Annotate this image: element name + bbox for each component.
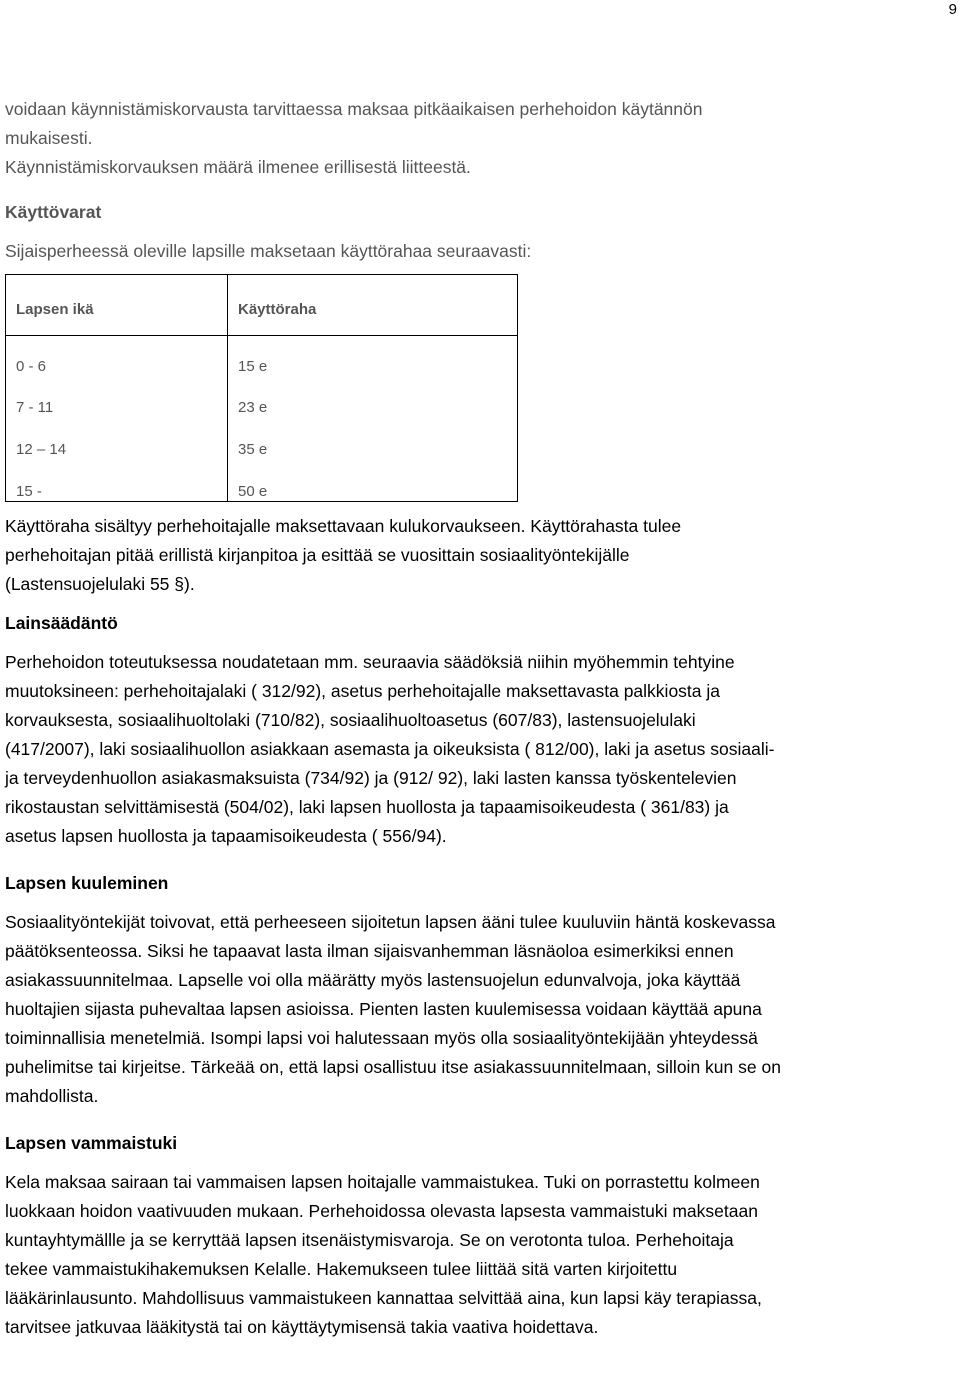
text-line: Käynnistämiskorvauksen määrä ilmenee erillisestä liitteestä. bbox=[5, 157, 471, 177]
section-kayttovarat bbox=[5, 198, 960, 502]
text-line: päätöksenteossa. Siksi he tapaavat lasta ilman sijaisvanhemman läsnäoloa esimerkiksi ennen bbox=[5, 941, 734, 961]
text-line: korvauksesta, sosiaalihuoltolaki (710/82), sosiaalihuoltoasetus (607/83), lastensuojelulaki bbox=[5, 710, 696, 730]
table-header-age: Lapsen ikä bbox=[16, 301, 94, 318]
section-lapsen-vammaistuki bbox=[5, 1129, 960, 1342]
section-lapsen-kuuleminen bbox=[5, 869, 960, 1111]
table-cell-age: 7 - 11 bbox=[16, 399, 54, 416]
section-heading: Lapsen kuuleminen bbox=[5, 873, 169, 893]
table-header-divider bbox=[6, 335, 517, 336]
table-cell-age: 15 - bbox=[16, 483, 42, 500]
text-line: (Lastensuojelulaki 55 §). bbox=[5, 574, 195, 594]
text-line: muutoksineen: perhehoitajalaki ( 312/92), asetus perhehoitajalle maksettavasta palkkiosta ja bbox=[5, 681, 721, 701]
text-line: luokkaan hoidon vaativuuden mukaan. Perhehoidossa olevasta lapsesta vammaistuki maksetaan bbox=[5, 1201, 758, 1221]
text-line: rikostaustan selvittämisestä (504/02), laki lapsen huollosta ja tapaamisoikeudesta ( 361/83) ja bbox=[5, 797, 729, 817]
page-number: 9 bbox=[948, 1, 957, 18]
section-heading: Lapsen vammaistuki bbox=[5, 1133, 178, 1153]
text-line: huoltajien sijasta puhevaltaa lapsen asioissa. Pienten lasten kuulemisessa voidaan käyttää apuna bbox=[5, 999, 762, 1019]
text-line: asetus lapsen huollosta ja tapaamisoikeudesta ( 556/94). bbox=[5, 826, 447, 846]
section-heading: Lainsäädäntö bbox=[5, 613, 118, 633]
section-lainsaadanto bbox=[5, 609, 960, 851]
text-line: tekee vammaistukihakemuksen Kelalle. Hakemukseen tulee liittää sitä varten kirjoitettu bbox=[5, 1259, 678, 1279]
text-line: toiminnallisia menetelmiä. Isompi lapsi voi halutessaan myös olla sosiaalityöntekijään yhteydessä bbox=[5, 1028, 758, 1048]
table-cell-age: 12 – 14 bbox=[16, 441, 67, 458]
document-body bbox=[5, 95, 960, 1342]
text-line: Käyttöraha sisältyy perhehoitajalle maksettavaan kulukorvaukseen. Käyttörahasta tulee bbox=[5, 516, 682, 536]
text-line: (417/2007), laki sosiaalihuollon asiakkaan asemasta ja oikeuksista ( 812/00), laki ja asetus sosiaali- bbox=[5, 739, 775, 759]
intro-paragraph bbox=[5, 95, 960, 182]
text-line: puhelimitse tai kirjeitse. Tärkeää on, että lapsi osallistuu itse asiakassuunnitelmaan, silloin kun se on bbox=[5, 1057, 781, 1077]
table-cell-allowance: 35 e bbox=[238, 441, 268, 458]
table-cell-age: 0 - 6 bbox=[16, 358, 47, 375]
text-line: mukaisesti. bbox=[5, 128, 93, 148]
text-line: lääkärinlausunto. Mahdollisuus vammaistukeen kannattaa selvittää aina, kun lapsi käy terapiassa, bbox=[5, 1288, 762, 1308]
text-line: Sosiaalityöntekijät toivovat, että perheeseen sijoitetun lapsen ääni tulee kuuluviin häntä koskevassa bbox=[5, 912, 776, 932]
text-line: mahdollista. bbox=[5, 1086, 99, 1106]
allowance-note-paragraph bbox=[5, 512, 960, 599]
text-line: voidaan käynnistämiskorvausta tarvittaessa maksaa pitkäaikaisen perhehoidon käytännön bbox=[5, 99, 703, 119]
text-line: perhehoitajan pitää erillistä kirjanpitoa ja esittää se vuosittain sosiaalityöntekijälle bbox=[5, 545, 630, 565]
text-line: tarvitsee jatkuvaa lääkitystä tai on käyttäytymisensä takia vaativa hoidettava. bbox=[5, 1317, 599, 1337]
table-cell-allowance: 23 e bbox=[238, 399, 268, 416]
text-line: asiakassuunnitelmaa. Lapselle voi olla määrätty myös lastensuojelun edunvalvoja, joka käyttää bbox=[5, 970, 741, 990]
table-cell-allowance: 50 e bbox=[238, 483, 268, 500]
table-column-divider bbox=[227, 275, 228, 501]
text-line: ja terveydenhuollon asiakasmaksuista (734/92) ja (912/ 92), laki lasten kanssa työskentelevien bbox=[5, 768, 737, 788]
text-line: kuntayhtymällle ja se kerryttää lapsen itsenäistymisvaroja. Se on verotonta tuloa. Perhehoitaja bbox=[5, 1230, 734, 1250]
table-cell-allowance: 15 e bbox=[238, 358, 268, 375]
allowance-table bbox=[5, 274, 518, 502]
table-header-allowance: Käyttöraha bbox=[238, 301, 317, 318]
section-heading: Käyttövarat bbox=[5, 202, 102, 222]
section-intro: Sijaisperheessä oleville lapsille maksetaan käyttörahaa seuraavasti: bbox=[5, 241, 532, 261]
text-line: Perhehoidon toteutuksessa noudatetaan mm. seuraavia säädöksiä niihin myöhemmin tehtyine bbox=[5, 652, 735, 672]
text-line: Kela maksaa sairaan tai vammaisen lapsen hoitajalle vammaistukea. Tuki on porrastettu kolmeen bbox=[5, 1172, 760, 1192]
